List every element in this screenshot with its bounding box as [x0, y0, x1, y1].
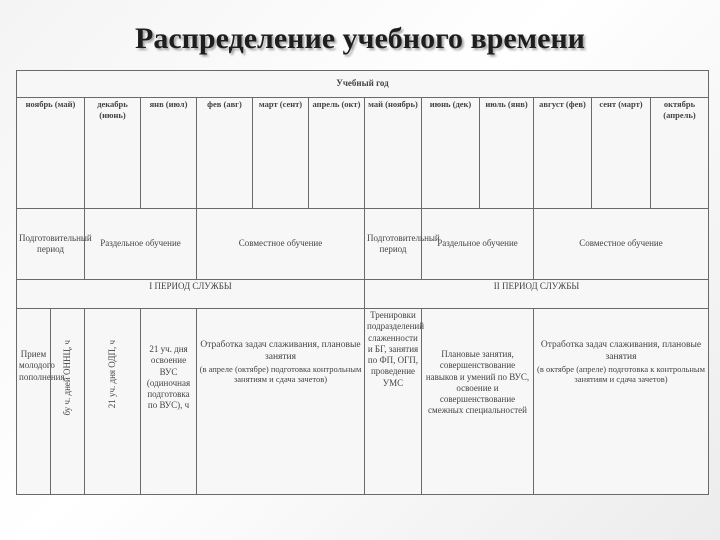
month-cell: май (ноябрь)	[365, 98, 422, 209]
separate-training-1: Раздельное обучение	[85, 209, 197, 280]
planned-cell-2: Плановые занятия, совершенствование навыков и умений по ВУС, освоение и совершенствование смежных специальностей	[422, 309, 534, 495]
month-cell: сент (март)	[592, 98, 651, 209]
preparatory-period-2: Подготовительный период	[365, 209, 422, 280]
month-cell: июнь (дек)	[422, 98, 480, 209]
month-cell: июль (янв)	[480, 98, 534, 209]
month-cell: декабрь (июнь)	[85, 98, 141, 209]
joint-training-1: Совместное обучение	[197, 209, 365, 280]
training-cell-2: Тренировки подразделений слаженности и БГ, занятия по ФП, ОГП, проведение УМС	[365, 309, 422, 495]
odm-text: 21 уч. дня ОДП, ч	[106, 340, 117, 409]
intake-cell: Прием молодого пополнения	[17, 309, 51, 495]
month-cell: фев (авг)	[197, 98, 253, 209]
schedule-table	[16, 70, 709, 495]
year-row	[17, 71, 709, 98]
joint-training-2: Совместное обучение	[534, 209, 709, 280]
drills-1-sub: (в апреле (октябре) подготовка контрольным занятиям и сдача зачетов)	[199, 363, 362, 385]
drills-2-main: Отработка задач слаживания, плановые занятия	[540, 340, 702, 362]
drills-1-main: Отработка задач слаживания, плановые занятия	[200, 340, 361, 362]
month-cell: апрель (окт)	[309, 98, 365, 209]
training-type-row	[17, 209, 709, 280]
drills-cell-2	[534, 309, 709, 495]
service-period-row	[17, 280, 709, 309]
month-cell: август (фев)	[534, 98, 592, 209]
month-cell: янв (июл)	[141, 98, 197, 209]
cmb-cell	[51, 309, 85, 495]
months-row	[17, 98, 709, 209]
vus-cell: 21 уч. дня освоение ВУС (одиночная подготовка по ВУС), ч	[141, 309, 197, 495]
second-service-period: II ПЕРИОД СЛУЖБЫ	[365, 280, 709, 309]
cmb-text: бу ч. дней ОННЦ, ч	[61, 340, 72, 416]
academic-year-header: Учебный год	[17, 71, 709, 98]
drills-cell-1	[197, 309, 365, 495]
month-cell: ноябрь (май)	[17, 98, 85, 209]
preparatory-period-1: Подготовительный период	[17, 209, 85, 280]
month-cell: октябрь (апрель)	[651, 98, 709, 209]
drills-2-sub: (в октябре (апреле) подготовка к контрольным занятиям и сдача зачетов)	[536, 363, 706, 385]
first-service-period: I ПЕРИОД СЛУЖБЫ	[17, 280, 365, 309]
separate-training-2: Раздельное обучение	[422, 209, 534, 280]
slide-title: Распределение учебного времени	[135, 22, 585, 55]
month-cell: март (сент)	[253, 98, 309, 209]
tasks-row	[17, 309, 709, 495]
odm-cell	[85, 309, 141, 495]
